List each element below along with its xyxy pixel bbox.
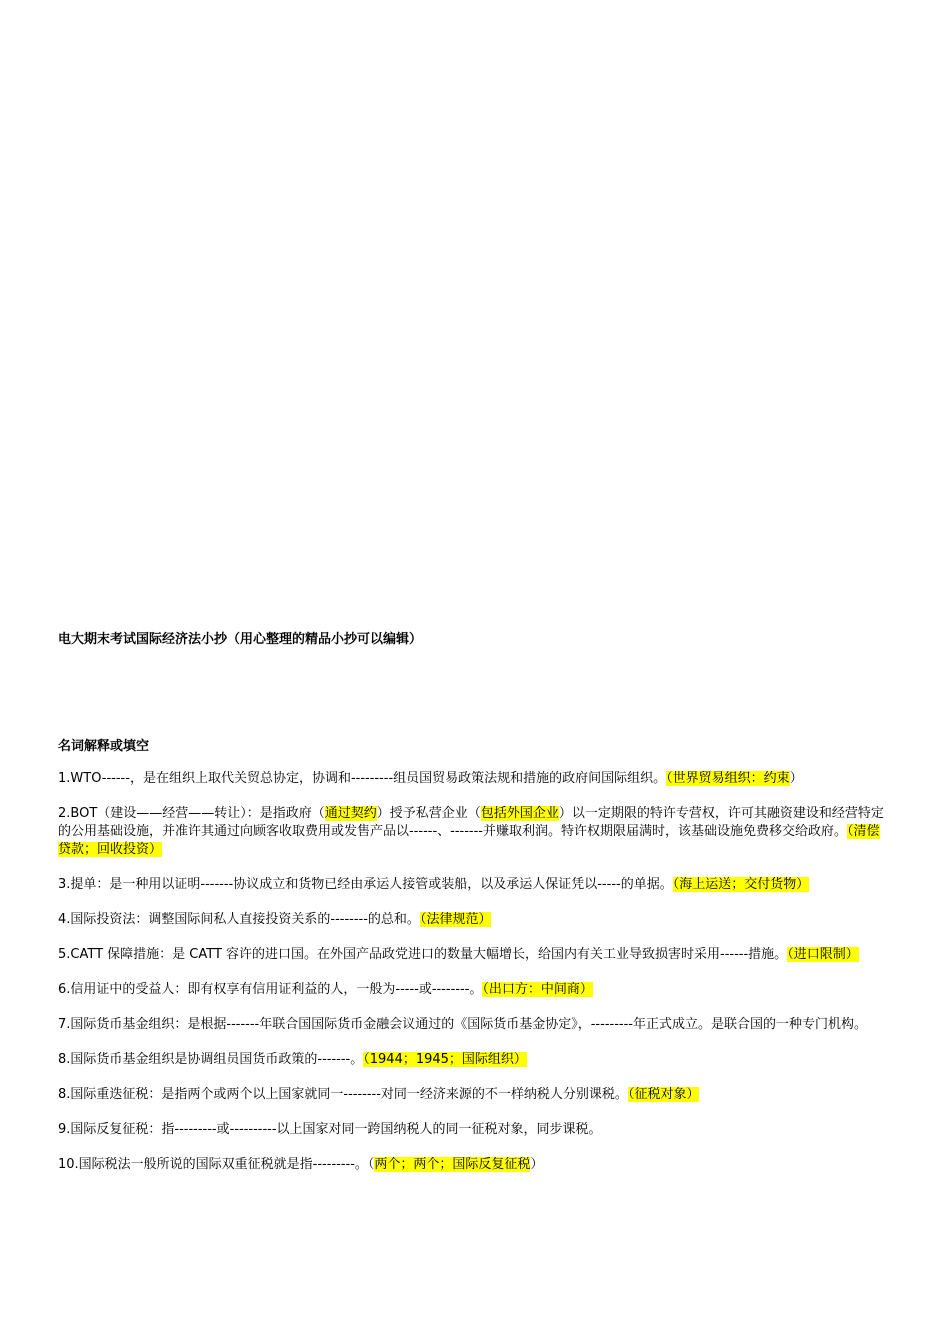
answer-highlight: 包括外国企业 bbox=[480, 806, 559, 821]
item-text: 8.国际重迭征税：是指两个或两个以上国家就同一--------对同一经济来源的不一样纳税人分别课税。 bbox=[58, 1087, 628, 1102]
item-text: 6.信用证中的受益人：即有权享有信用证利益的人，一般为-----或--------。 bbox=[58, 982, 483, 997]
document-title: 电大期末考试国际经济法小抄（用心整理的精品小抄可以编辑） bbox=[58, 632, 423, 647]
list-item bbox=[58, 1051, 890, 1069]
list-item bbox=[58, 1156, 890, 1174]
answer-highlight: （法律规范） bbox=[419, 912, 492, 927]
answer-highlight: 两个；两个；国际反复征税 bbox=[374, 1157, 531, 1172]
item-text: 2.BOT（建设——经营——转让）：是指政府（ bbox=[58, 806, 325, 821]
item-text: 3.提单：是一种用以证明-------协议成立和货物已经由承运人接管或装船，以及承运人保证凭以-----的单据。 bbox=[58, 877, 673, 892]
answer-highlight: （进口限制） bbox=[787, 947, 859, 962]
list-item bbox=[58, 1016, 890, 1034]
item-list bbox=[58, 770, 890, 1191]
list-item bbox=[58, 1121, 890, 1139]
answer-highlight: （清偿贷款；回收投资） bbox=[58, 824, 880, 857]
list-item bbox=[58, 805, 890, 859]
item-text: 4.国际投资法：调整国际间私人直接投资关系的--------的总和。 bbox=[58, 912, 420, 927]
answer-highlight: （出口方：中间商） bbox=[482, 982, 593, 997]
list-item bbox=[58, 981, 890, 999]
answer-highlight: （1944；1945；国际组织） bbox=[363, 1052, 527, 1067]
list-item bbox=[58, 911, 890, 929]
section-heading: 名词解释或填空 bbox=[58, 739, 150, 754]
answer-highlight: （征税对象） bbox=[627, 1087, 700, 1102]
item-text: ） bbox=[789, 771, 803, 786]
answer-highlight: （海上运送；交付货物） bbox=[672, 877, 810, 892]
list-item bbox=[58, 946, 890, 964]
item-text: ）授予私营企业（ bbox=[376, 806, 481, 821]
item-text: ）以一定期限的特许专营权，许可其融资建设和经营特定的公用基础设施，并准许其通过向顾客收取费用或发售产品以------、-------并赚取利润。特许权期限届满时，该基础设施免费移交给政府。 bbox=[58, 806, 884, 839]
item-text: 7.国际货币基金组织：是根据-------年联合国国际货币金融会议通过的《国际货币基金协定》，---------年正式成立。是联合国的一种专门机构。 bbox=[58, 1017, 867, 1032]
item-text: 5.CATT 保障措施：是 CATT 容许的进口国。在外国产品政党进口的数量大幅增长，给国内有关工业导致损害时采用------措施。 bbox=[58, 947, 788, 962]
list-item bbox=[58, 770, 890, 788]
item-text: 9.国际反复征税：指---------或----------以上国家对同一跨国纳税人的同一征税对象，同步课税。 bbox=[58, 1122, 602, 1137]
list-item bbox=[58, 876, 890, 894]
item-text: 10.国际税法一般所说的国际双重征税就是指---------。（ bbox=[58, 1157, 375, 1172]
answer-highlight: 通过契约 bbox=[324, 806, 377, 821]
answer-highlight: （世界贸易组织：约束 bbox=[666, 771, 790, 786]
item-text: 8.国际货币基金组织是协调组员国货币政策的-------。 bbox=[58, 1052, 364, 1067]
item-text: ） bbox=[530, 1157, 544, 1172]
item-text: 1.WTO------，是在组织上取代关贸总协定，协调和---------组员国贸易政策法规和措施的政府间国际组织。 bbox=[58, 771, 667, 786]
list-item bbox=[58, 1086, 890, 1104]
